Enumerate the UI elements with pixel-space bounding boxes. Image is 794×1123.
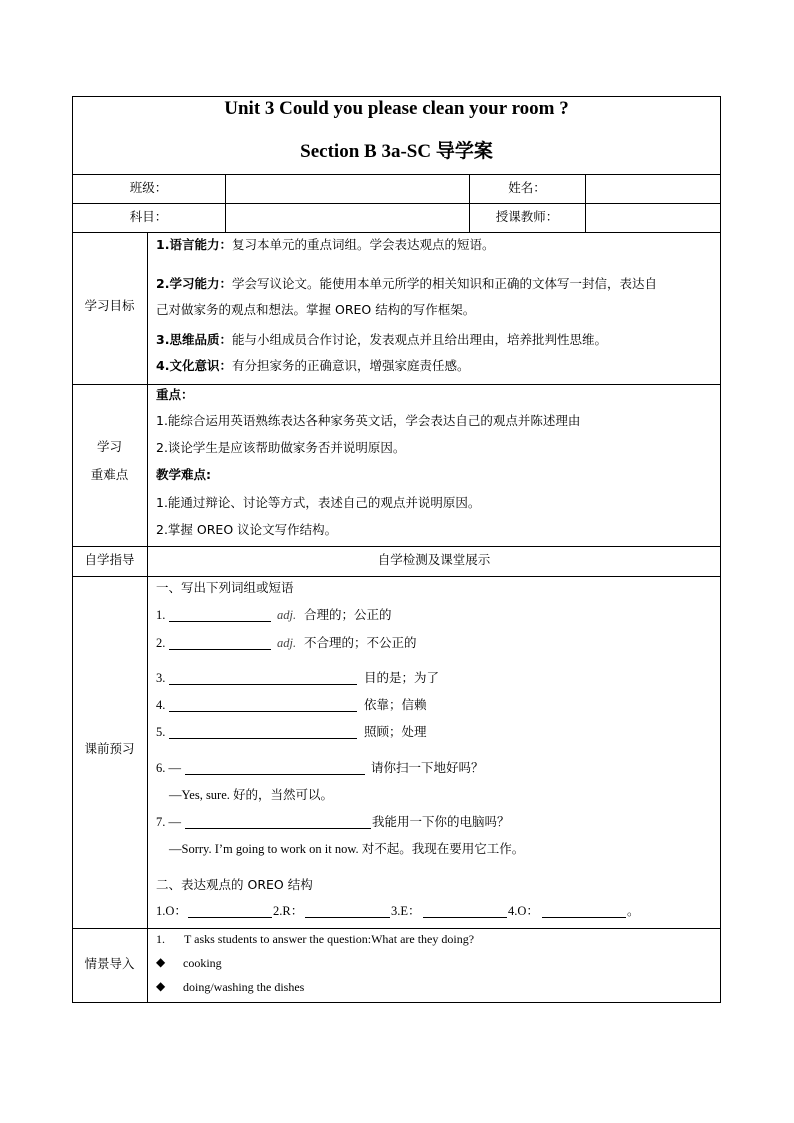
name-label: 姓名：	[508, 180, 546, 195]
self-study-label: 自学指导	[84, 552, 135, 567]
self-check-label: 自学检测及课堂展示	[377, 552, 491, 567]
subject-field[interactable]	[230, 208, 465, 228]
answer-blank[interactable]	[169, 621, 271, 622]
class-label: 班级：	[129, 180, 168, 195]
objective-item-continued: 己对做家务的观点和想法。掌握 OREO 结构的写作框架。	[156, 302, 476, 317]
row-divider	[72, 546, 721, 547]
focus-title: 重点：	[156, 387, 194, 402]
section-title: 二、表达观点的 OREO 结构	[156, 877, 313, 892]
name-field[interactable]	[590, 179, 716, 199]
item-meaning: 照顾；处理	[364, 724, 427, 739]
answer-blank[interactable]	[169, 649, 271, 650]
row-divider	[72, 928, 721, 929]
answer-blank[interactable]	[169, 711, 357, 712]
preview-label: 课前预习	[84, 741, 135, 756]
oreo-label: 4.O：	[508, 904, 539, 918]
col-divider	[585, 174, 586, 233]
row-divider	[72, 232, 721, 233]
item-number: 4.	[156, 698, 166, 712]
focus-item: 1.能综合运用英语熟练表达各种家务英文话，学会表达自己的观点并陈述理由	[156, 413, 581, 428]
objective-item: 2.学习能力：学会写议论文。能使用本单元所学的相关知识和正确的文体写一封信，表达自	[156, 276, 657, 291]
part-of-speech: adj.	[277, 608, 297, 622]
answer-blank[interactable]	[169, 684, 357, 685]
item-number: 1.	[156, 608, 166, 622]
class-field[interactable]	[230, 179, 465, 199]
lead-in-bullet: cooking	[183, 956, 222, 970]
item-meaning: 目的是；为了	[364, 670, 440, 685]
objective-item: 3.思维品质：能与小组成员合作讨论，发表观点并且给出理由，培养批判性思维。	[156, 332, 607, 347]
focus-item: 2.谈论学生是应该帮助做家务否并说明原因。	[156, 440, 406, 455]
worksheet-table	[72, 96, 721, 1003]
diamond-bullet-icon: ◆	[156, 955, 166, 969]
col-divider	[147, 232, 148, 1003]
key-points-label: 重难点	[90, 467, 129, 482]
part-of-speech: adj.	[277, 636, 297, 650]
answer-blank[interactable]	[185, 774, 365, 775]
teacher-label: 授课教师：	[495, 209, 559, 224]
item-meaning: 不合理的；不公正的	[304, 635, 417, 650]
item-reply: —Sorry. I’m going to work on it now. 对不起。我现在要用它工作。	[169, 842, 525, 856]
row-divider	[72, 174, 721, 175]
lead-in-bullet: doing/washing the dishes	[183, 980, 305, 994]
subject-label: 科目：	[129, 209, 168, 224]
difficult-item: 2.掌握 OREO 议论文写作结构。	[156, 522, 338, 537]
objective-item: 4.文化意识：有分担家务的正确意识，增强家庭责任感。	[156, 358, 470, 373]
page-title: Unit 3 Could you please clean your room ?	[224, 98, 569, 119]
section-title: 一、写出下列词组或短语	[156, 580, 294, 595]
answer-blank[interactable]	[305, 917, 390, 918]
answer-blank[interactable]	[185, 828, 371, 829]
table-border-right	[720, 96, 721, 1003]
page-subtitle: Section B 3a-SC 导学案	[300, 141, 493, 162]
row-divider	[72, 203, 721, 204]
item-meaning: 我能用一下你的电脑吗？	[372, 814, 510, 829]
question-number: 1.	[156, 932, 165, 946]
teacher-field[interactable]	[590, 208, 716, 228]
objective-item: 1.语言能力：复习本单元的重点词组。学会表达观点的短语。	[156, 237, 495, 252]
row-divider	[72, 576, 721, 577]
lead-in-label: 情景导入	[84, 956, 135, 971]
oreo-label: 1.O：	[156, 904, 187, 918]
table-border-top	[72, 96, 721, 97]
difficult-title: 教学难点:	[156, 467, 211, 482]
answer-blank[interactable]	[188, 917, 272, 918]
item-number: 2.	[156, 636, 166, 650]
answer-blank[interactable]	[542, 917, 626, 918]
difficult-item: 1.能通过辩论、讨论等方式，表述自己的观点并说明原因。	[156, 495, 481, 510]
item-number: 3.	[156, 671, 166, 685]
item-reply: —Yes, sure. 好的，当然可以。	[169, 788, 334, 802]
key-points-label: 学习	[96, 439, 122, 454]
oreo-label: 2.R：	[273, 904, 304, 918]
answer-blank[interactable]	[169, 738, 357, 739]
row-divider	[72, 384, 721, 385]
item-meaning: 依靠；信赖	[364, 697, 427, 712]
item-meaning: 合理的；公正的	[304, 607, 392, 622]
oreo-end-mark: 。	[627, 903, 640, 918]
item-number: 6. —	[156, 761, 181, 775]
col-divider	[225, 174, 226, 233]
objectives-label: 学习目标	[84, 298, 135, 313]
item-number: 5.	[156, 725, 166, 739]
lead-in-question: T asks students to answer the question:What are they doing?	[184, 932, 475, 946]
item-number: 7. —	[156, 815, 181, 829]
table-border-bottom	[72, 1002, 721, 1003]
diamond-bullet-icon: ◆	[156, 979, 166, 993]
answer-blank[interactable]	[423, 917, 507, 918]
item-meaning: 请你扫一下地好吗？	[371, 760, 484, 775]
table-border-left	[72, 96, 73, 1003]
oreo-label: 3.E：	[391, 904, 421, 918]
